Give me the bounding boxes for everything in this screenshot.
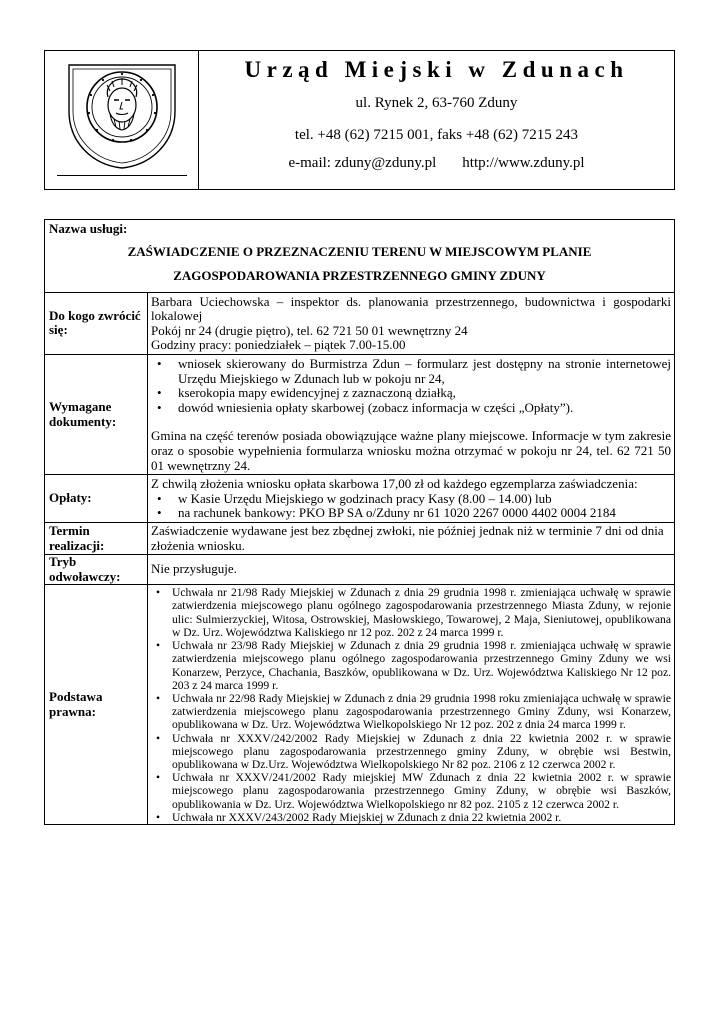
documents-item: • dowód wniesienia opłaty skarbowej (zobacz informacja w części „Opłaty”). bbox=[151, 401, 671, 416]
fees-label: Opłaty: bbox=[45, 475, 148, 523]
legal-list bbox=[151, 586, 671, 824]
fees-details bbox=[148, 475, 675, 523]
legal-item: • Uchwała nr 23/98 Rady Miejskiej w Zdunach z dnia 29 grudnia 1998 r. zmieniająca uchwałę w sprawie zatwierdzenia miejscowego planu ogólnego zagospodarowania przestrzennego Gminy Zduny we wsi Konarzew, Perzyce, Chachania, Baszków, opublikowana w Dz. Urz. Województwa Kaliskiego Nr 12 poz. 203 z 24 marca 1999 r. bbox=[151, 639, 671, 692]
documents-details bbox=[148, 354, 675, 474]
contact-hours: Godziny pracy: poniedziałek – piątek 7.00-15.00 bbox=[151, 337, 406, 353]
contact-room: Pokój nr 24 (drugie piętro), tel. 62 721 50 01 wewnętrzny 24 bbox=[151, 322, 468, 338]
documents-label: Wymagane dokumenty: bbox=[45, 354, 148, 474]
fees-list bbox=[151, 492, 671, 521]
office-address: ul. Rynek 2, 63-760 Zduny bbox=[355, 95, 518, 111]
appeal-label: Tryb odwoławczy: bbox=[45, 555, 148, 585]
office-info bbox=[199, 51, 674, 189]
office-contact-line bbox=[199, 155, 674, 172]
service-info-table bbox=[44, 219, 675, 825]
coat-of-arms-icon bbox=[61, 61, 183, 171]
contact-person: Barbara Uciechowska – inspektor ds. planowania przestrzennego, budownictwa i gospodarki lokalowej bbox=[151, 293, 671, 324]
office-website[interactable]: http://www.zduny.pl bbox=[462, 155, 585, 171]
fees-item: • na rachunek bankowy: PKO BP SA o/Zduny nr 61 1020 2267 0000 4402 0004 2184 bbox=[151, 506, 671, 521]
legal-item: • Uchwała nr XXXV/243/2002 Rady Miejskiej w Zdunach z dnia 22 kwietnia 2002 r. bbox=[151, 811, 671, 824]
fees-intro: Z chwilą złożenia wniosku opłata skarbowa 17,00 zł od każdego egzemplarza zaświadczenia: bbox=[151, 476, 638, 492]
office-phone: tel. +48 (62) 7215 001, faks +48 (62) 7215 243 bbox=[294, 127, 579, 143]
office-email[interactable]: e-mail: zduny@zduny.pl bbox=[288, 155, 437, 171]
deadline-text: Zaświadczenie wydawane jest bez zbędnej zwłoki, nie później jednak niż w terminie 7 dni od dnia złożenia wniosku. bbox=[148, 522, 675, 554]
legal-label: Podstawa prawna: bbox=[45, 585, 148, 825]
office-title: Urząd Miejski w Zdunach bbox=[244, 57, 629, 82]
service-name-line-1: ZAŚWIADCZENIE O PRZEZNACZENIU TERENU W MIEJSCOWYM PLANIE bbox=[127, 243, 592, 259]
contact-details bbox=[148, 292, 675, 354]
service-row bbox=[45, 220, 675, 293]
documents-list bbox=[151, 357, 671, 415]
contact-row bbox=[45, 292, 675, 354]
legal-details bbox=[148, 585, 675, 825]
documents-note: Gmina na część terenów posiada obowiązujące ważne plany miejscowe. Informacje w tym zakresie oraz o sposobie wypełnienia formularza wniosku można otrzymać w pokoju nr 24, tel. 62 721 50 01 wewnętrzny 24. bbox=[151, 428, 671, 473]
service-name-line-2: ZAGOSPODAROWANIA PRZESTRZENNEGO GMINY ZDUNY bbox=[173, 267, 546, 283]
letterhead bbox=[44, 50, 675, 190]
contact-label: Do kogo zwrócić się: bbox=[45, 292, 148, 354]
documents-item: • kserokopia mapy ewidencyjnej z zaznaczoną działką, bbox=[151, 386, 671, 401]
logo-cell bbox=[45, 51, 199, 189]
legal-item: • Uchwała nr 22/98 Rady Miejskiej w Zdunach z dnia 29 grudnia 1998 roku zmieniająca uchwałę w sprawie zatwierdzenia miejscowego planu zagospodarowania przestrzennego Gminy Zduny, wsi Konarzew, opublikowana w Dz. Urz. Województwa Wielkopolskiego Nr 12 poz. 202 z dnia 24 marca 1999 r. bbox=[151, 692, 671, 732]
deadline-label: Termin realizacji: bbox=[45, 522, 148, 554]
service-name bbox=[49, 240, 670, 288]
fees-item: • w Kasie Urzędu Miejskiego w godzinach pracy Kasy (8.00 – 14.00) lub bbox=[151, 492, 671, 507]
deadline-row bbox=[45, 522, 675, 554]
documents-item: • wniosek skierowany do Burmistrza Zdun – formularz jest dostępny na stronie internetowej Urzędu Miejskiego w Zdunach lub w pokoju nr 24, bbox=[151, 357, 671, 386]
service-cell bbox=[45, 220, 675, 293]
service-label: Nazwa usługi: bbox=[49, 221, 128, 236]
appeal-text: Nie przysługuje. bbox=[148, 555, 675, 585]
legal-item: • Uchwała nr 21/98 Rady Miejskiej w Zdunach z dnia 29 grudnia 1998 r. zmieniająca uchwałę w sprawie zatwierdzenia miejscowego planu ogólnego zagospodarowania przestrzennego Miasta Zduny, w rejonie ulic: Sulmierzyckiej, Witosa, Ostrowskiej, Masłowskiego, Towarowej, 2 Maja, Sieniutowej, opublikowana w Dz. Urz. Województwa Kaliskiego nr 12 poz. 202 z 24 marca 1999 r. bbox=[151, 586, 671, 639]
legal-row bbox=[45, 585, 675, 825]
legal-item: • Uchwała nr XXXV/242/2002 Rady Miejskiej w Zdunach z dnia 22 kwietnia 2002 r. w sprawie miejscowego planu zagospodarowania przestrzennego gminy Zduny, w obrębie wsi Bestwin, opublikowana w Dz.Urz. Województwa Wielkopolskiego Nr 82 poz. 2106 z 12 czerwca 2002 r. bbox=[151, 732, 671, 772]
legal-item: • Uchwała nr XXXV/241/2002 Rady miejskiej MW Zdunach z dnia 22 kwietnia 2002 r. w sprawie miejscowego planu zagospodarowania przestrzennego Gminy Zduny, w obrębie wsi Baszków, opublikowania w Dz. Urz. Województwa Wielkopolskiego nr 82 poz. 2105 z 12 czerwca 2002 r. bbox=[151, 771, 671, 811]
documents-row bbox=[45, 354, 675, 474]
fees-row bbox=[45, 475, 675, 523]
appeal-row bbox=[45, 555, 675, 585]
logo-underline bbox=[57, 175, 187, 176]
